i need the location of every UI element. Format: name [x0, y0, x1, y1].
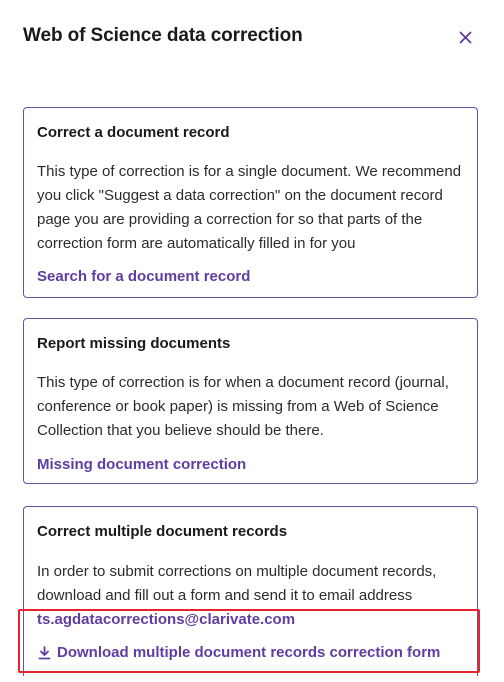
- card-title: Report missing documents: [37, 335, 231, 352]
- download-link-label: Download multiple document records correction form: [57, 644, 441, 661]
- card-description: In order to submit corrections on multiple document records, download and fill out a form and send it to email address: [37, 563, 437, 604]
- email-address-link[interactable]: ts.agdatacorrections@clarivate.com: [37, 611, 296, 628]
- download-icon: [38, 646, 51, 660]
- card-report-missing-documents: [23, 318, 478, 484]
- card-title: Correct multiple document records: [37, 523, 288, 540]
- close-icon: [459, 31, 472, 44]
- download-correction-form-link[interactable]: [38, 644, 440, 661]
- close-button[interactable]: [455, 27, 475, 47]
- card-description: This type of correction is for when a document record (journal, conference or book paper) is missing from a Web of Science Collection that you believe should be there.: [37, 374, 449, 439]
- card-correct-multiple-records: [23, 506, 478, 676]
- card-title: Correct a document record: [37, 124, 230, 141]
- panel-title: Web of Science data correction: [23, 25, 303, 46]
- card-description: This type of correction is for a single document. We recommend you click "Suggest a data correction" on the document record page you are providing a correction for so that parts of the correction form are automatically filled in for you: [37, 163, 462, 252]
- card-correct-document-record: [23, 107, 478, 298]
- missing-document-correction-link[interactable]: Missing document correction: [37, 456, 247, 473]
- search-document-record-link[interactable]: Search for a document record: [37, 268, 251, 285]
